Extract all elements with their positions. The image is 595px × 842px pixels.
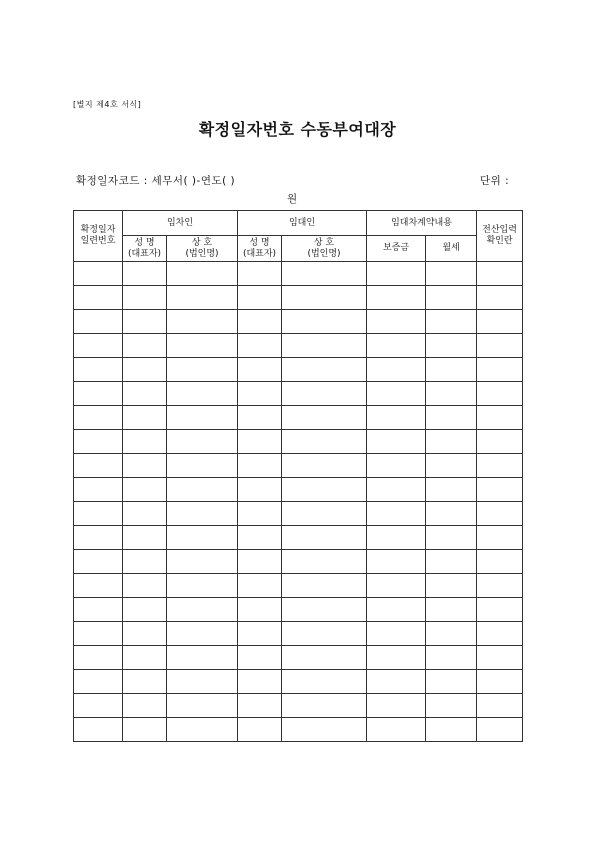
serial-number-header: 확정일자 일련번호 <box>74 211 123 262</box>
table-cell[interactable] <box>367 358 426 382</box>
table-cell[interactable] <box>477 598 523 622</box>
table-cell[interactable] <box>477 382 523 406</box>
table-row <box>74 406 523 430</box>
table-cell[interactable] <box>477 478 523 502</box>
table-row <box>74 478 523 502</box>
table-cell[interactable] <box>74 454 123 478</box>
table-cell[interactable] <box>167 574 238 598</box>
table-cell[interactable] <box>477 310 523 334</box>
table-cell[interactable] <box>477 550 523 574</box>
table-cell[interactable] <box>367 598 426 622</box>
table-row <box>74 334 523 358</box>
table-cell[interactable] <box>123 454 167 478</box>
table-cell[interactable] <box>477 334 523 358</box>
table-cell[interactable] <box>426 598 477 622</box>
table-cell[interactable] <box>367 454 426 478</box>
table-cell[interactable] <box>167 454 238 478</box>
table-cell[interactable] <box>426 478 477 502</box>
table-cell[interactable] <box>238 598 282 622</box>
table-cell[interactable] <box>282 406 367 430</box>
table-cell[interactable] <box>282 262 367 286</box>
table-cell[interactable] <box>238 694 282 718</box>
table-cell[interactable] <box>123 358 167 382</box>
table-cell[interactable] <box>282 574 367 598</box>
table-cell[interactable] <box>426 502 477 526</box>
table-row <box>74 454 523 478</box>
table-row <box>74 262 523 286</box>
table-cell[interactable] <box>282 478 367 502</box>
table-cell[interactable] <box>238 262 282 286</box>
table-cell[interactable] <box>238 622 282 646</box>
monthly-rent-header: 월세 <box>426 236 477 262</box>
table-cell[interactable] <box>238 454 282 478</box>
table-cell[interactable] <box>74 550 123 574</box>
table-row <box>74 358 523 382</box>
table-cell[interactable] <box>282 310 367 334</box>
table-cell[interactable] <box>426 694 477 718</box>
table-cell[interactable] <box>367 262 426 286</box>
table-cell[interactable] <box>123 262 167 286</box>
table-cell[interactable] <box>367 502 426 526</box>
table-cell[interactable] <box>167 502 238 526</box>
table-cell[interactable] <box>167 430 238 454</box>
table-row <box>74 286 523 310</box>
table-cell[interactable] <box>123 406 167 430</box>
table-cell[interactable] <box>123 334 167 358</box>
table-cell[interactable] <box>167 406 238 430</box>
table-cell[interactable] <box>282 550 367 574</box>
table-cell[interactable] <box>167 526 238 550</box>
table-cell[interactable] <box>167 358 238 382</box>
table-cell[interactable] <box>74 430 123 454</box>
table-cell[interactable] <box>123 430 167 454</box>
table-cell[interactable] <box>426 718 477 742</box>
table-row <box>74 574 523 598</box>
table-cell[interactable] <box>238 646 282 670</box>
table-cell[interactable] <box>74 286 123 310</box>
table-cell[interactable] <box>477 454 523 478</box>
table-row <box>74 598 523 622</box>
table-cell[interactable] <box>238 286 282 310</box>
table-cell[interactable] <box>167 262 238 286</box>
table-cell[interactable] <box>282 694 367 718</box>
table-cell[interactable] <box>167 694 238 718</box>
table-cell[interactable] <box>74 526 123 550</box>
table-cell[interactable] <box>123 550 167 574</box>
table-cell[interactable] <box>238 670 282 694</box>
table-cell[interactable] <box>238 526 282 550</box>
table-cell[interactable] <box>367 550 426 574</box>
table-cell[interactable] <box>477 262 523 286</box>
table-cell[interactable] <box>282 286 367 310</box>
table-cell[interactable] <box>167 622 238 646</box>
table-cell[interactable] <box>167 670 238 694</box>
table-cell[interactable] <box>477 526 523 550</box>
table-cell[interactable] <box>123 502 167 526</box>
table-cell[interactable] <box>426 310 477 334</box>
table-cell[interactable] <box>367 622 426 646</box>
table-cell[interactable] <box>477 718 523 742</box>
table-cell[interactable] <box>238 406 282 430</box>
table-cell[interactable] <box>123 598 167 622</box>
table-cell[interactable] <box>238 430 282 454</box>
table-cell[interactable] <box>167 286 238 310</box>
table-cell[interactable] <box>426 286 477 310</box>
table-cell[interactable] <box>238 358 282 382</box>
table-cell[interactable] <box>367 694 426 718</box>
table-cell[interactable] <box>367 334 426 358</box>
table-cell[interactable] <box>74 670 123 694</box>
table-cell[interactable] <box>477 694 523 718</box>
table-cell[interactable] <box>282 598 367 622</box>
table-cell[interactable] <box>426 382 477 406</box>
table-cell[interactable] <box>238 574 282 598</box>
table-cell[interactable] <box>167 550 238 574</box>
table-cell[interactable] <box>367 718 426 742</box>
table-cell[interactable] <box>367 430 426 454</box>
table-cell[interactable] <box>477 622 523 646</box>
table-cell[interactable] <box>367 574 426 598</box>
table-cell[interactable] <box>426 646 477 670</box>
table-cell[interactable] <box>167 334 238 358</box>
table-row <box>74 694 523 718</box>
table-cell[interactable] <box>426 526 477 550</box>
table-cell[interactable] <box>367 670 426 694</box>
lessor-group-header: 임대인 <box>238 211 367 236</box>
table-cell[interactable] <box>367 286 426 310</box>
unit-value: 원 <box>287 193 298 205</box>
table-cell[interactable] <box>477 646 523 670</box>
table-cell[interactable] <box>477 430 523 454</box>
table-cell[interactable] <box>74 622 123 646</box>
table-cell[interactable] <box>367 406 426 430</box>
table-cell[interactable] <box>367 646 426 670</box>
table-cell[interactable] <box>74 574 123 598</box>
table-cell[interactable] <box>74 334 123 358</box>
ledger-table <box>73 210 523 742</box>
table-cell[interactable] <box>367 526 426 550</box>
table-row <box>74 670 523 694</box>
table-cell[interactable] <box>367 382 426 406</box>
table-cell[interactable] <box>367 478 426 502</box>
table-cell[interactable] <box>282 526 367 550</box>
table-cell[interactable] <box>282 622 367 646</box>
table-cell[interactable] <box>123 694 167 718</box>
table-row <box>74 646 523 670</box>
table-cell[interactable] <box>74 646 123 670</box>
table-cell[interactable] <box>123 670 167 694</box>
table-cell[interactable] <box>123 574 167 598</box>
table-cell[interactable] <box>167 718 238 742</box>
table-cell[interactable] <box>426 358 477 382</box>
table-cell[interactable] <box>167 382 238 406</box>
table-cell[interactable] <box>74 262 123 286</box>
table-cell[interactable] <box>477 358 523 382</box>
table-cell[interactable] <box>74 406 123 430</box>
table-cell[interactable] <box>426 574 477 598</box>
table-row <box>74 382 523 406</box>
table-cell[interactable] <box>477 406 523 430</box>
table-cell[interactable] <box>426 454 477 478</box>
table-cell[interactable] <box>74 694 123 718</box>
table-cell[interactable] <box>123 622 167 646</box>
table-cell[interactable] <box>426 334 477 358</box>
table-cell[interactable] <box>477 670 523 694</box>
table-cell[interactable] <box>238 502 282 526</box>
table-cell[interactable] <box>167 478 238 502</box>
lessee-name-header: 성 명 (대표자) <box>123 236 167 262</box>
table-cell[interactable] <box>167 310 238 334</box>
ledger-body <box>74 262 523 742</box>
confirmation-code-line: 확정일자코드 : 세무서( )-연도( ) <box>76 175 236 187</box>
table-cell[interactable] <box>477 502 523 526</box>
table-cell[interactable] <box>426 430 477 454</box>
lessor-trade-name-header: 상 호 (법인명) <box>282 236 367 262</box>
table-cell[interactable] <box>282 670 367 694</box>
table-cell[interactable] <box>282 646 367 670</box>
table-cell[interactable] <box>282 382 367 406</box>
lessee-trade-name-header: 상 호 (법인명) <box>167 236 238 262</box>
table-cell[interactable] <box>282 502 367 526</box>
table-cell[interactable] <box>74 382 123 406</box>
table-cell[interactable] <box>426 262 477 286</box>
table-cell[interactable] <box>238 310 282 334</box>
table-cell[interactable] <box>477 574 523 598</box>
table-row <box>74 622 523 646</box>
table-cell[interactable] <box>238 478 282 502</box>
table-row <box>74 430 523 454</box>
table-row <box>74 718 523 742</box>
table-cell[interactable] <box>74 310 123 334</box>
table-cell[interactable] <box>167 646 238 670</box>
deposit-header: 보증금 <box>367 236 426 262</box>
unit-label: 단위 : <box>480 175 510 187</box>
table-cell[interactable] <box>477 286 523 310</box>
table-row <box>74 526 523 550</box>
lessor-name-header: 성 명 (대표자) <box>238 236 282 262</box>
table-cell[interactable] <box>238 718 282 742</box>
table-cell[interactable] <box>167 598 238 622</box>
table-cell[interactable] <box>123 310 167 334</box>
table-cell[interactable] <box>282 334 367 358</box>
table-cell[interactable] <box>123 718 167 742</box>
table-cell[interactable] <box>426 406 477 430</box>
table-cell[interactable] <box>367 310 426 334</box>
table-cell[interactable] <box>123 286 167 310</box>
table-cell[interactable] <box>74 502 123 526</box>
table-cell[interactable] <box>282 718 367 742</box>
table-cell[interactable] <box>123 646 167 670</box>
table-cell[interactable] <box>426 622 477 646</box>
table-cell[interactable] <box>238 382 282 406</box>
table-row <box>74 550 523 574</box>
table-cell[interactable] <box>123 382 167 406</box>
table-cell[interactable] <box>74 478 123 502</box>
contract-group-header: 임대차계약내용 <box>367 211 477 236</box>
table-cell[interactable] <box>123 478 167 502</box>
table-row <box>74 502 523 526</box>
table-cell[interactable] <box>123 526 167 550</box>
input-confirm-header: 전산입력 확인란 <box>477 211 523 262</box>
table-cell[interactable] <box>282 454 367 478</box>
table-cell[interactable] <box>238 550 282 574</box>
table-cell[interactable] <box>426 550 477 574</box>
table-cell[interactable] <box>74 718 123 742</box>
table-cell[interactable] <box>282 430 367 454</box>
table-cell[interactable] <box>238 334 282 358</box>
table-cell[interactable] <box>74 358 123 382</box>
lessee-group-header: 임차인 <box>123 211 238 236</box>
table-cell[interactable] <box>426 670 477 694</box>
table-cell[interactable] <box>282 358 367 382</box>
page-title: 확정일자번호 수동부여대장 <box>198 120 397 139</box>
form-number-label: [별지 제4호 서식] <box>73 100 142 109</box>
table-cell[interactable] <box>74 598 123 622</box>
table-row <box>74 310 523 334</box>
